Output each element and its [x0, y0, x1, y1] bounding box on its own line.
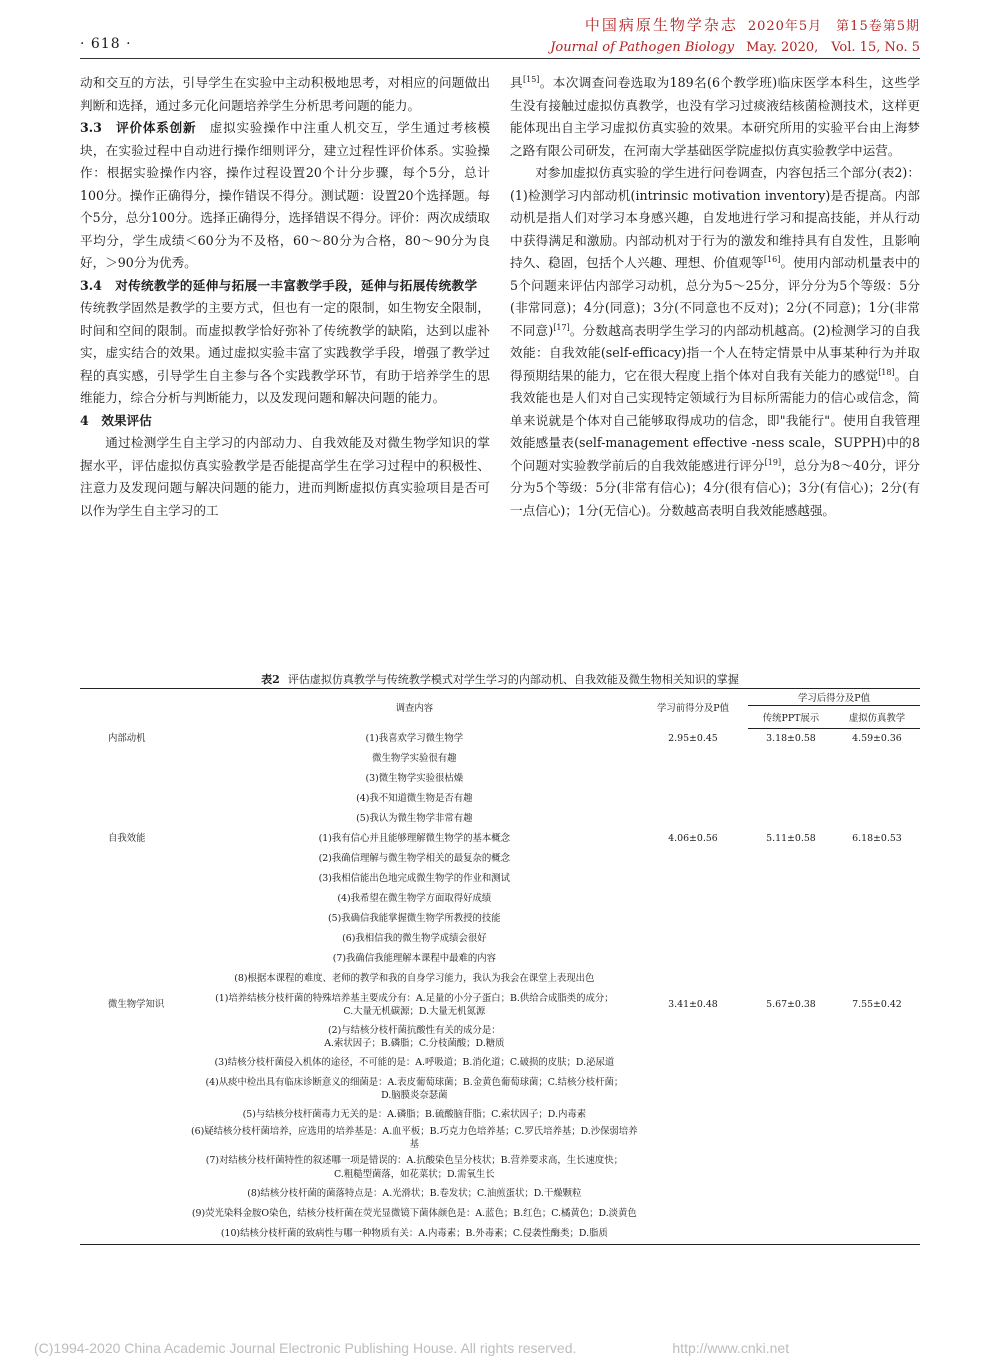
- group-label: 微生物学知识: [108, 999, 165, 1011]
- vr-score: 6.18±0.53: [852, 833, 902, 845]
- ppt-score: [748, 949, 834, 969]
- vr-score: [834, 1204, 920, 1224]
- item-cell: [191, 889, 638, 909]
- pre-score: [638, 1125, 748, 1152]
- table-row: [80, 1184, 920, 1204]
- group-cell: [80, 749, 191, 769]
- ppt-score: [748, 1053, 834, 1073]
- citation: [16]: [763, 254, 781, 264]
- item-text: (3)微生物学实验很枯燥: [365, 773, 464, 785]
- ppt-score: [748, 889, 834, 909]
- group-cell: [80, 889, 191, 909]
- group-cell: [80, 1125, 191, 1152]
- header-pre: 学习前得分及P值: [638, 689, 748, 729]
- item-text: (10)结核分枝杆菌的致病性与哪一种物质有关：A.内毒素；B.外毒素；C.侵袭性酶类；D.脂质: [220, 1228, 608, 1240]
- table-row: [80, 829, 920, 849]
- section-text: 虚拟实验操作中注重人机交互，学生通过考核模块，在实验过程中自动进行操作细则评分，建立过程性评价体系。实验操作：根据实验操作内容，操作过程设置20个计分步骤，每个5分，总计100分。操作正确得分，操作错误不得分。测试题：设置20个选择题。每个5分，总分100分。选择正确得分，选择错误不得分。评价：两次成绩取平均分，学生成绩＜60分为不及格，60～80分为合格，80～90分为良好，＞90分为优秀。: [80, 120, 490, 270]
- item-cell: [191, 809, 638, 829]
- pre-score: [638, 1021, 748, 1053]
- table-row: [80, 809, 920, 829]
- ppt-score: [748, 1021, 834, 1053]
- ppt-score: [748, 969, 834, 989]
- item-text: (7)对结核分枝杆菌特性的叙述哪一项是错误的：A.抗酸染色呈分枝状；B.营养要求高，生长速度快；: [205, 1155, 623, 1167]
- item-text: (8)根据本课程的难度、老师的教学和我的自身学习能力，我认为我会在课堂上表现出色: [234, 973, 595, 985]
- vr-score: [834, 1152, 920, 1184]
- table-row: [80, 1125, 920, 1152]
- vr-score: [834, 749, 920, 769]
- results-table: [80, 688, 920, 1245]
- item-text: (7)我确信我能理解本课程中最难的内容: [332, 953, 496, 965]
- vr-score: [834, 1021, 920, 1053]
- group-cell: [80, 989, 191, 1021]
- item-cell: [191, 769, 638, 789]
- header-post: [748, 689, 920, 710]
- ppt-score: 5.67±0.38: [766, 999, 816, 1011]
- vr-score: [834, 949, 920, 969]
- group-cell: [80, 789, 191, 809]
- item-cell: [191, 1125, 638, 1152]
- item-text: (2)我确信理解与微生物学相关的最复杂的概念: [318, 853, 511, 865]
- table-row: [80, 909, 920, 929]
- vr-score: [834, 1073, 920, 1105]
- vr-score: [834, 789, 920, 809]
- group-cell: [80, 809, 191, 829]
- item-text: (1)培养结核分枝杆菌的特殊培养基主要成分有：A.足量的小分子蛋白；B.供给合成脂类的成分；: [215, 992, 614, 1004]
- ppt-score: [748, 1184, 834, 1204]
- table-row: [80, 849, 920, 869]
- table-row: [80, 869, 920, 889]
- group-cell: [80, 769, 191, 789]
- ppt-score: 3.18±0.58: [766, 733, 816, 745]
- group-cell: [80, 1184, 191, 1204]
- ppt-score: [748, 809, 834, 829]
- section-3-3: [80, 117, 490, 275]
- table-number: 表2: [261, 673, 280, 686]
- vr-score: [834, 969, 920, 989]
- section-heading: 3.4 对传统教学的延伸与拓展一丰富教学手段，延伸与拓展传统教学: [80, 277, 478, 293]
- table-body: [80, 729, 920, 1245]
- group-cell: [80, 969, 191, 989]
- group-cell: [80, 849, 191, 869]
- citation: [17]: [553, 322, 570, 332]
- paragraph: 通过检测学生自主学习的内部动力、自我效能及对微生物学知识的掌握水平，评估虚拟仿真实验教学是否能提高学生在学习过程中的积极性、注意力及发现问题与解决问题的能力，进而判断虚拟仿真实验项目是否可以作为学生自主学习的工: [80, 435, 490, 518]
- group-cell: [80, 1021, 191, 1053]
- journal-name-en: Journal of Pathogen Biology: [550, 40, 735, 55]
- item-text: C.大量无机碳源；D.大量无机氮源: [343, 1006, 486, 1017]
- header-ppt: 传统PPT展示: [748, 709, 834, 729]
- item-text: (6)我相信我的微生物学成绩会很好: [342, 933, 487, 945]
- item-text: (3)我相信能出色地完成微生物学的作业和测试: [318, 873, 511, 885]
- group-cell: [80, 1105, 191, 1125]
- header-vr: 虚拟仿真教学: [834, 709, 920, 729]
- issue-en: May. 2020, Vol. 15, No. 5: [746, 40, 920, 55]
- issue-cn: 2020年5月 第15卷第5期: [747, 19, 920, 34]
- pre-score: [638, 869, 748, 889]
- item-text: (4)从痰中检出具有临床诊断意义的细菌是：A.表皮葡萄球菌；B.金黄色葡萄球菌；C.结核分枝杆菌；: [205, 1076, 624, 1088]
- group-cell: [80, 1152, 191, 1184]
- item-cell: [191, 929, 638, 949]
- vr-score: [834, 1053, 920, 1073]
- ppt-score: 5.11±0.58: [766, 833, 816, 845]
- item-text: (1)我喜欢学习微生物学: [365, 733, 464, 745]
- pre-score: [638, 969, 748, 989]
- item-cell: [191, 849, 638, 869]
- section-3-4: [80, 275, 490, 410]
- table-row: [80, 789, 920, 809]
- pre-score: [638, 1224, 748, 1245]
- ppt-score: [748, 789, 834, 809]
- text: 。自我效能也是人们对自己实现特定领域行为目标所需能力的信心或信念，简单来说就是个体对自己能够取得成功的信念，即"我能行"。使用自我管理效能感量表(self-management effective -ness scale，SUPPH)中的8个问题对实验教学前后的自我效能感进行评分: [510, 367, 921, 473]
- item-cell: [191, 829, 638, 849]
- section-heading: 3.3 评价体系创新: [80, 120, 197, 135]
- item-text: (3)结核分枝杆菌侵入机体的途径，不可能的是：A.呼吸道；B.消化道；C.破损的皮肤；D.泌尿道: [214, 1057, 615, 1069]
- paragraph: [510, 162, 920, 522]
- text: 对参加虚拟仿真实验的学生进行问卷调查，内容包括三个部分(表2)：(1)检测学习内部动机(intrinsic motivation inventory)是否提高。内部动机是指人们对学习本身感兴趣，自发地进行学习和提高技能，并从行动中获得满足和激励。内部动机对于行为的激发和维持具有自发性，且影响持久、稳固，包括个人兴趣、理想、价值观等: [510, 165, 920, 270]
- footer: [34, 1340, 789, 1356]
- paragraph: 动和交互的方法，引导学生在实验中主动积极地思考，对相应的问题做出判断和选择，通过多元化问题培养学生分析思考问题的能力。: [80, 75, 490, 113]
- item-text: A.索状因子；B.磷脂；C.分枝菌酸；D.糖质: [324, 1038, 505, 1049]
- group-cell: [80, 929, 191, 949]
- group-cell: [80, 869, 191, 889]
- item-cell: [191, 1224, 638, 1245]
- text: 。使用内部动机量表中的5个问题来评估内部学习动机，总分为5～25分，评分分为5个等级：5分(非常同意)；4分(同意)；3分(不同意也不反对)；2分(不同意)；1分(非常不同意): [510, 255, 921, 338]
- left-column: [80, 72, 490, 522]
- item-cell: [191, 1073, 638, 1105]
- paragraph: [510, 72, 920, 162]
- item-cell: [191, 869, 638, 889]
- pre-score: [638, 1204, 748, 1224]
- group-label: 自我效能: [108, 833, 146, 845]
- pre-score: 2.95±0.45: [668, 733, 718, 745]
- table-row: [80, 1073, 920, 1105]
- ppt-score: [748, 869, 834, 889]
- vr-score: [834, 1224, 920, 1245]
- header-rule: [80, 58, 920, 59]
- pre-score: [638, 809, 748, 829]
- pre-score: [638, 769, 748, 789]
- journal-title-cn: [585, 14, 920, 35]
- table-row: [80, 749, 920, 769]
- group-cell: [80, 729, 191, 750]
- group-cell: [80, 949, 191, 969]
- pre-score: [638, 929, 748, 949]
- item-cell: [191, 749, 638, 769]
- item-text: 微生物学实验很有趣: [372, 753, 457, 765]
- vr-score: [834, 869, 920, 889]
- pre-score: [638, 889, 748, 909]
- journal-name-cn: 中国病原生物学杂志: [584, 16, 738, 34]
- pre-score: [638, 949, 748, 969]
- header-content: 调查内容: [191, 689, 638, 729]
- item-text: C.粗糙型菌落，如花菜状；D.需氧生长: [334, 1168, 495, 1180]
- ppt-score: [748, 849, 834, 869]
- vr-score: [834, 929, 920, 949]
- item-cell: [191, 1021, 638, 1053]
- item-cell: [191, 909, 638, 929]
- ppt-score: [748, 749, 834, 769]
- table-row: [80, 889, 920, 909]
- vr-score: [834, 1184, 920, 1204]
- section-4-heading: 4 效果评估: [80, 412, 152, 428]
- group-cell: [80, 1204, 191, 1224]
- table-caption: [80, 671, 920, 687]
- ppt-score: [748, 909, 834, 929]
- table-title: 评估虚拟仿真教学与传统教学模式对学生学习的内部动机、自我效能及微生物相关知识的掌握: [287, 673, 739, 686]
- table-row: [80, 1204, 920, 1224]
- item-text: (5)我确信我能掌握微生物学所教授的技能: [328, 913, 501, 925]
- item-text: (5)我认为微生物学非常有趣: [356, 813, 473, 825]
- vr-score: 4.59±0.36: [852, 733, 902, 745]
- pre-score: [638, 1073, 748, 1105]
- table-row: [80, 969, 920, 989]
- ppt-score: [748, 1152, 834, 1184]
- item-text: (4)我不知道微生物是否有趣: [356, 793, 473, 805]
- item-cell: [191, 729, 638, 750]
- pre-score: [638, 1053, 748, 1073]
- section-text: 传统教学固然是教学的主要方式，但也有一定的限制，如生物安全限制，时间和空间的限制。而虚拟教学恰好弥补了传统教学的缺陷，达到以虚补实，虚实结合的效果。通过虚拟实验丰富了实践教学手段，增强了教学过程的真实感，引导学生自主参与各个实践教学环节，有助于培养学生的思维能力，综合分析与判断能力，以及发现问题和解决问题的能力。: [80, 277, 490, 405]
- pre-score: [638, 1184, 748, 1204]
- ppt-score: [748, 1224, 834, 1245]
- citation: [19]: [764, 457, 782, 467]
- table-row: [80, 1152, 920, 1184]
- pre-score: 3.41±0.48: [668, 999, 718, 1011]
- pre-score: [638, 789, 748, 809]
- group-cell: [80, 1073, 191, 1105]
- vr-score: [834, 769, 920, 789]
- page-number: · 618 ·: [80, 36, 132, 52]
- pre-score: 4.06±0.56: [668, 833, 718, 845]
- pre-score: [638, 909, 748, 929]
- journal-title-en: [550, 36, 920, 55]
- vr-score: [834, 1105, 920, 1125]
- item-text: (9)荧光染料金胺O染色，结核分枝杆菌在荧光显微镜下菌体颜色是：A.蓝色；B.红色；C.橘黄色；D.淡黄色: [191, 1208, 637, 1220]
- citation: [18]: [878, 367, 895, 377]
- vr-score: [834, 909, 920, 929]
- footer-link[interactable]: http://www.cnki.net: [672, 1340, 790, 1356]
- group-cell: [80, 1053, 191, 1073]
- pre-score: [638, 1152, 748, 1184]
- item-cell: [191, 949, 638, 969]
- table-row: [80, 1105, 920, 1125]
- table-row: [80, 1224, 920, 1245]
- item-text: D.脑膜炎奈瑟菌: [381, 1090, 448, 1101]
- item-text: (6)疑结核分枝杆菌培养，应选用的培养基是：A.血平板；B.巧克力色培养基；C.罗氏培养基；D.沙保弱培养基: [191, 1126, 638, 1151]
- item-text: (5)与结核分枝杆菌毒力无关的是：A.磷脂；B.硫酸脑苷脂；C.索状因子；D.内毒素: [242, 1109, 587, 1121]
- table-row: [80, 949, 920, 969]
- table-row: [80, 729, 920, 750]
- item-cell: [191, 789, 638, 809]
- item-cell: [191, 1053, 638, 1073]
- item-text: (4)我希望在微生物学方面取得好成绩: [337, 893, 492, 905]
- table-row: [80, 989, 920, 1021]
- ppt-score: [748, 1073, 834, 1105]
- table-row: [80, 1021, 920, 1053]
- text: 具: [510, 75, 523, 90]
- text: 。本次调查问卷选取为189名(6个教学班)临床医学本科生，这些学生没有接触过虚拟仿真教学，也没有学习过痰液结核菌检测技术，这样更能体现出自主学习虚拟仿真实验的效果。本研究所用的实验平台由上海梦之路有限公司研发，在河南大学基础医学院虚拟仿真实验教学中运营。: [510, 75, 920, 158]
- table-row: [80, 929, 920, 949]
- item-text: (8)结核分枝杆菌的菌落特点是：A.光滑状；B.卷发状；C.油煎蛋状；D.干燥颗粒: [247, 1188, 582, 1200]
- item-text: (1)我有信心并且能够理解微生物学的基本概念: [318, 833, 511, 845]
- item-cell: [191, 1184, 638, 1204]
- item-cell: [191, 1105, 638, 1125]
- item-text: (2)与结核分枝杆菌抗酸性有关的成分是：: [328, 1024, 501, 1036]
- right-column: [510, 72, 920, 522]
- table-row: [80, 769, 920, 789]
- header-post-rule: [748, 705, 920, 706]
- citation: [15]: [522, 74, 540, 84]
- header-post-label: 学习后得分及P值: [798, 693, 870, 704]
- pre-score: [638, 1105, 748, 1125]
- text: ，总分为8～40分，评分分为5个等级：5分(非常有信心)；4分(很有信心)；3分(有信心)；2分(有一点信心)；1分(无信心)。分数越高表明自我效能感越强。: [510, 457, 921, 518]
- pre-score: [638, 849, 748, 869]
- item-cell: [191, 1152, 638, 1184]
- ppt-score: [748, 1204, 834, 1224]
- vr-score: 7.55±0.42: [852, 999, 902, 1011]
- group-cell: [80, 1224, 191, 1245]
- item-cell: [191, 1204, 638, 1224]
- pre-score: [638, 749, 748, 769]
- group-label: 内部动机: [108, 733, 146, 745]
- ppt-score: [748, 929, 834, 949]
- ppt-score: [748, 769, 834, 789]
- vr-score: [834, 1125, 920, 1152]
- text: 。分数越高表明学生学习的内部动机越高。(2)检测学习的自我效能：自我效能(self-efficacy)指一个人在特定情景中从事某种行为并取得预期结果的能力，它在很大程度上指个体对自我有关能力的感觉: [510, 322, 920, 383]
- group-cell: [80, 829, 191, 849]
- header-group: [80, 689, 191, 729]
- copyright-text: (C)1994-2020 China Academic Journal Electronic Publishing House. All rights reserved.: [34, 1340, 577, 1356]
- ppt-score: [748, 1125, 834, 1152]
- group-cell: [80, 909, 191, 929]
- ppt-score: [748, 1105, 834, 1125]
- item-cell: [191, 989, 638, 1021]
- table-row: [80, 1053, 920, 1073]
- vr-score: [834, 809, 920, 829]
- vr-score: [834, 889, 920, 909]
- item-cell: [191, 969, 638, 989]
- vr-score: [834, 849, 920, 869]
